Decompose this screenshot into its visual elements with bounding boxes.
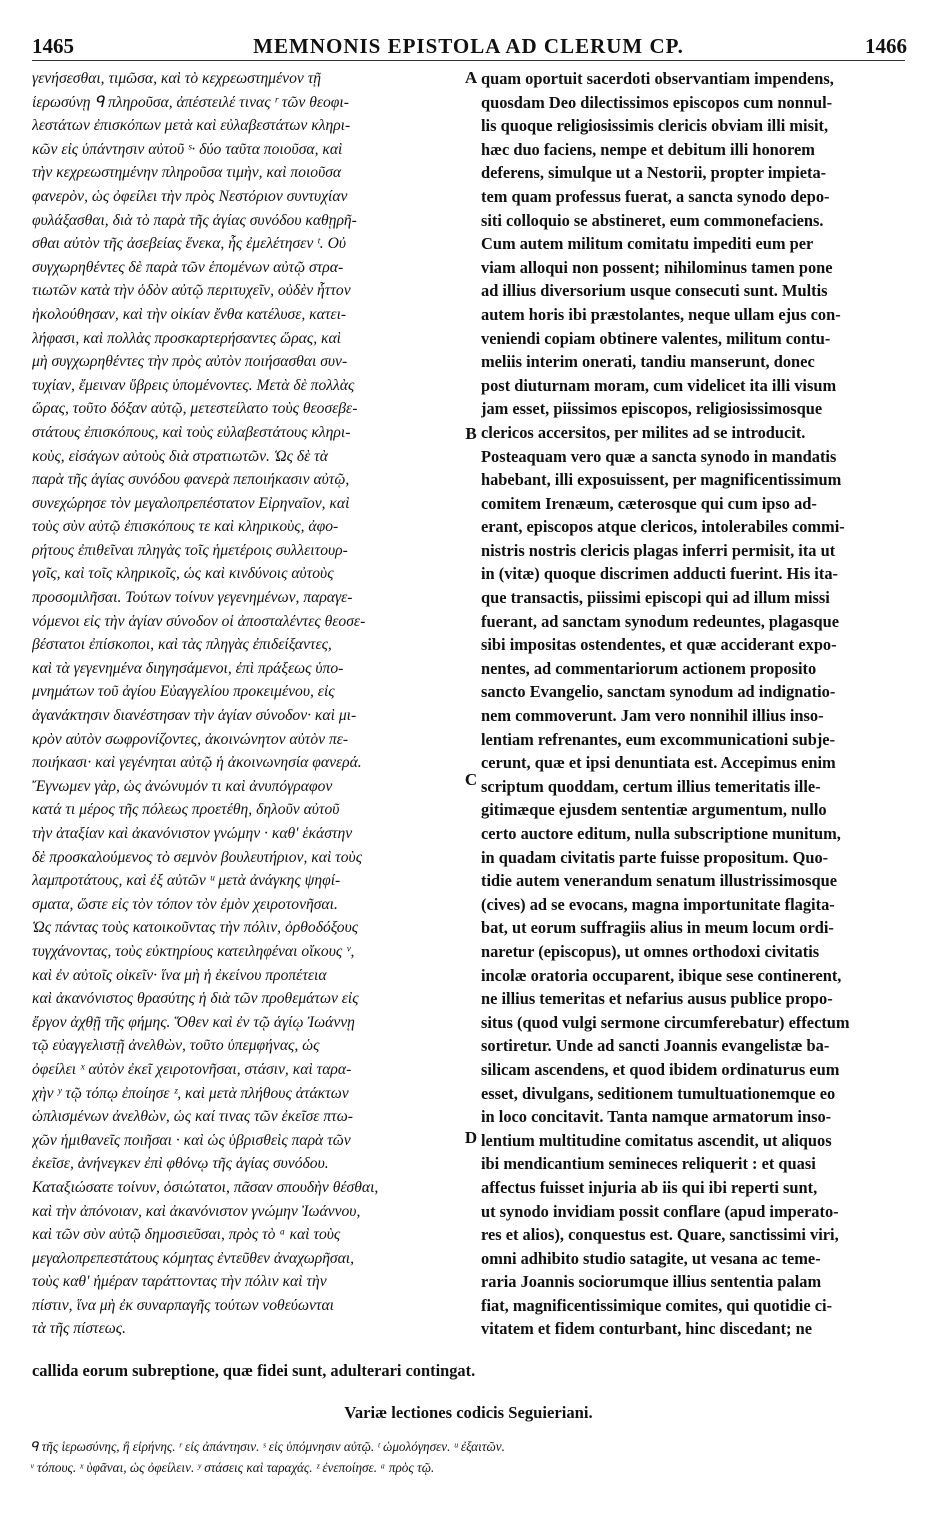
greek-text-line: ὥρας, τοῦτο δόξαν αὐτῷ, μετεστείλατο τοὺς θεοσεβε- — [32, 400, 358, 418]
latin-text-line: bat, ut eorum suffragiis alius in meum locum ordi- — [481, 918, 834, 938]
greek-text-line: γοῖς, καὶ τοῖς κληρικοῖς, ὡς καὶ κινδύνοις αὐτοὺς — [32, 565, 334, 583]
latin-text-line: veniendi copiam obtinere valentes, militum contu- — [481, 328, 831, 348]
greek-text-line: πίστιν, ἵνα μὴ ἐκ συναρπαγῆς τούτων νοθεύωνται — [32, 1296, 334, 1314]
greek-text-line: Ἔγνωμεν γὰρ, ὡς ἀνώνυμόν τι καὶ ἀνυπόγραφον — [32, 777, 333, 795]
latin-text-line: in quadam civitatis parte fuisse propositum. Quo- — [481, 847, 829, 867]
latin-text-line: sancto Evangelio, sanctam synodum ad indignatio- — [481, 682, 836, 702]
latin-text-line: fiat, magnificentissimique comites, qui quotidie ci- — [481, 1295, 833, 1315]
latin-text-line: ibi mendicantium semineces reliquerit : et quasi — [481, 1154, 816, 1174]
greek-text-line: Καταξιώσατε τοίνυν, ὁσιώτατοι, πᾶσαν σπουδὴν θέσθαι, — [32, 1178, 379, 1196]
greek-text-line: ὀφείλει ˣ αὐτὸν ἐκεῖ χειροτονῆσαι, στάσιν, καὶ ταρα- — [32, 1060, 352, 1078]
greek-text-line: κρὸν αὐτὸν σωφρονίζοντες, ἀκοινώνητον αὐτὸν πε- — [32, 730, 349, 748]
greek-text-line: λαμπροτάτους, καὶ ἐξ αὐτῶν ᵘ μετὰ ἀνάγκης ψηφί- — [32, 872, 341, 890]
latin-text-line: nistris nostris clericis plagas inferri permisit, ita ut — [481, 540, 836, 560]
latin-text-line: lentiam refrenantes, eum excommunicationi subje- — [481, 729, 836, 749]
left-page-number: 1465 — [32, 34, 74, 58]
latin-text-line: habebant, illi exposuissent, per magnificentissimum — [481, 470, 842, 490]
header-rule — [32, 60, 905, 61]
latin-text-line: hæc duo faciens, nempe et debitum illi honorem — [481, 139, 815, 159]
variant-readings-line: ᑫ τῆς ἱερωσύνης, ἢ εἰρήνης. ʳ εἰς ἀπάντησιν. ˢ εἰς ὑπόμνησιν αὐτῷ. ᵗ ὡμολόγησεν. ᵘ ἐξαιτῶν. — [30, 1439, 505, 1454]
latin-text-line: certo auctore editum, nulla subscriptione munitum, — [481, 824, 841, 843]
greek-text-line: λήφασι, καὶ πολλὰς προσκαρτερήσαντες ὥρας, καὶ — [32, 329, 341, 347]
latin-text-line: Cum autem militum comitatu impediti eum per — [481, 234, 814, 254]
latin-text-line: post diuturnam moram, cum videlicet ita illi visum — [481, 375, 837, 395]
greek-text-line: τοὺς σὺν αὐτῷ ἐπισκόπους τε καὶ κληρικοὺς, ἀφο- — [32, 518, 339, 536]
latin-text-line: ut synodo invidiam possit conflare (apud imperato- — [481, 1201, 839, 1221]
latin-text-line: res et alios), conquestus est. Quare, sanctissimi viri, — [481, 1225, 839, 1245]
latin-text-line: nentes, ad commentariorum actionem proposito — [481, 658, 817, 678]
greek-text-line: κῶν εἰς ὑπάντησιν αὐτοῦ ˢ· δύο ταῦτα ποιοῦσα, καὶ — [32, 140, 343, 158]
latin-text-line: raria Joannis sociorumque illius sententia palam — [481, 1272, 822, 1292]
latin-text-line: ne illius temeritas et nefarius ausus publice propo- — [481, 989, 833, 1009]
greek-text-line: χῶν ἡμιθανεῖς ποιῆσαι · καὶ ὡς ὑβρισθεὶς παρὰ τῶν — [32, 1131, 351, 1149]
greek-text-line: ὡπλισμένων ἀνελθὼν, ὡς καί τινας τῶν ἐκεῖσε πτω- — [32, 1108, 353, 1126]
greek-text-line: φανερὸν, ὡς ὀφείλει τὴν πρὸς Νεστόριον συντυχίαν — [32, 187, 348, 205]
latin-text-line: autem horis ibi præstolantes, neque ullam ejus con- — [481, 304, 841, 324]
greek-text-line: μεγαλοπρεπεστάτους κόμητας ἐντεῦθεν ἀναχωρῆσαι, — [32, 1249, 355, 1267]
greek-text-line: ἀγανάκτησιν διανέστησαν τὴν ἁγίαν σύνοδον· καὶ μι- — [32, 707, 357, 725]
latin-text-line: omni adhibito studio satagite, ut vesana ac teme- — [481, 1248, 821, 1268]
latin-text-line: sortiretur. Unde ad sancti Joannis evangelistæ ba- — [481, 1036, 830, 1056]
latin-text-line: nem commoverunt. Jam vero nonnihil illius inso- — [481, 706, 824, 726]
greek-text-line: τῷ εὐαγγελιστῇ ἀνελθὼν, τοῦτο ὑπεμφήνας, ὡς — [32, 1037, 320, 1055]
latin-text-line: quam oportuit sacerdoti observantiam impendens, — [481, 69, 834, 88]
latin-text-line: scriptum quoddam, certum illius temeritatis ille- — [481, 776, 821, 796]
greek-text-line: δὲ προσκαλούμενος τὸ σεμνὸν βουλευτήριον, καὶ τοὺς — [32, 848, 363, 866]
greek-text-line: βέστατοι ἐπίσκοποι, καὶ τὰς πληγὰς ἐπιδείξαντες, — [32, 636, 332, 654]
latin-text-line: in (vitæ) quoque discrimen adducti fuerint. His ita- — [481, 564, 838, 584]
greek-text-line: συγχωρηθέντες δὲ παρὰ τῶν ἑπομένων αὐτῷ στρα- — [32, 258, 344, 276]
latin-text-line: erant, episcopos atque clericos, intolerabiles commi- — [481, 517, 845, 537]
greek-text-line: ἔργον ἀχθῇ τῆς φήμης. Ὅθεν καὶ ἐν τῷ ἁγίῳ Ἰωάννῃ — [32, 1013, 355, 1031]
margin-marker-c: C — [464, 770, 478, 789]
greek-text-line: νόμενοι εἰς τὴν ἁγίαν σύνοδον οἱ ἀποσταλέντες θεοσε- — [32, 612, 366, 630]
latin-text-line: que transactis, piissimi episcopi qui ad illum missi — [481, 588, 830, 608]
latin-text-line: situs (quod vulgi sermone circumferebatur) effectum — [481, 1012, 850, 1032]
variant-readings-line: ᵛ τόπους. ˣ ὑφᾶναι, ὡς ὀφείλειν. ʸ στάσεις καὶ ταραχάς. ᶻ ἐνεποίησε. ᵃ πρὸς τῷ. — [30, 1460, 435, 1475]
latin-text-line: comitem Irenæum, cæterosque qui cum ipso ad- — [481, 493, 817, 513]
margin-marker-a: A — [464, 68, 478, 87]
greek-text-line: τὴν ἀταξίαν καὶ ἀκανόνιστον γνώμην · καθ' ἑκάστην — [32, 825, 353, 842]
greek-text-line: καὶ ἐν αὐτοῖς οἰκεῖν· ἵνα μὴ ἡ ἐκείνου προπέτεια — [32, 966, 327, 984]
greek-text-line: σθαι αὐτὸν τῆς ἀσεβείας ἕνεκα, ἧς ἐμελέτησεν ᵗ. Οὐ — [32, 235, 346, 253]
greek-text-line: ἱερωσύνῃ ᑫ πληροῦσα, ἀπέστειλέ τινας ʳ τῶν θεοφι- — [32, 93, 349, 111]
greek-text-line: τὰ τῆς πίστεως. — [32, 1320, 127, 1338]
latin-text-line: siti colloquio se abstineret, eum commonefaciens. — [481, 210, 824, 230]
greek-text-line: συνεχώρησε τὸν μεγαλοπρεπέστατον Εἰρηναῖον, καὶ — [32, 494, 350, 512]
full-width-closing-line: callida eorum subreptione, quæ fidei sunt, adulterari contingat. — [32, 1361, 476, 1380]
latin-text-line: lentium multitudine comitatus ascendit, ut aliquos — [481, 1130, 832, 1150]
latin-text-line: cerunt, quæ et ipsi denuntiata est. Accepimus enim — [481, 753, 836, 773]
greek-text-line: χὴν ʸ τῷ τόπῳ ἐποίησε ᶻ, καὶ μετὰ πλήθους ἀτάκτων — [32, 1084, 349, 1102]
margin-marker-b: B — [465, 424, 477, 443]
greek-text-line: καὶ τῶν σὺν αὐτῷ δημοσιεῦσαι, πρὸς τὸ ᵃ καὶ τοὺς — [32, 1226, 341, 1244]
latin-text-line: incolæ oratoria occuparent, ibique sese continerent, — [481, 965, 842, 985]
latin-text-line: gitimæque ejusdem sententiæ argumentum, nullo — [481, 800, 827, 820]
latin-text-line: deferens, simulque ut a Nestorii, propter impieta- — [481, 163, 827, 183]
greek-text-line: ἠκολούθησαν, καὶ τὴν οἰκίαν ἔνθα κατέλυσε, κατει- — [32, 305, 347, 323]
latin-text-line: viam alloqui non possent; nihilominus tamen pone — [481, 257, 833, 277]
greek-text-line: τιωτῶν κατὰ τὴν ὁδὸν αὐτῷ περιτυχεῖν, οὐδὲν ἧττον — [32, 282, 351, 300]
latin-text-line: quosdam Deo dilectissimos episcopos cum nonnul- — [481, 92, 833, 112]
greek-text-line: τυχίαν, ἔμειναν ὕβρεις ὑπομένοντες. Μετὰ δὲ πολλὰς — [32, 376, 355, 394]
latin-text-line: meliis interim onerati, tandiu manserunt, donec — [481, 352, 815, 372]
latin-text-line: tidie autem venerandum senatum illustrissimosque — [481, 871, 838, 891]
greek-text-line: γενήσεσθαι, τιμῶσα, καὶ τὸ κεχρεωστημένον τῇ — [32, 70, 322, 87]
latin-text-line: (cives) ad se evocans, magna importunitate flagita- — [481, 894, 835, 914]
greek-text-line: Ὡς πάντας τοὺς κατοικοῦντας τὴν πόλιν, ὀρθοδόξους — [32, 919, 359, 937]
greek-text-line: τυγχάνοντας, τοὺς εὐκτηρίους κατειληφέναι οἴκους ᵛ, — [32, 942, 355, 960]
greek-text-line: προσομιλῆσαι. Τούτων τοίνυν γεγενημένων, παραγε- — [32, 589, 353, 607]
greek-text-line: φυλάξασθαι, διὰ τὸ παρὰ τῆς ἁγίας συνόδου καθῃρῆ- — [32, 211, 357, 229]
greek-text-line: καὶ ἀκανόνιστος θρασύτης ἡ διὰ τῶν προθεμάτων εἰς — [32, 990, 359, 1008]
greek-text-line: κοὺς, εἰσάγων αὐτοὺς διὰ στρατιωτῶν. Ὡς δὲ τὰ — [32, 447, 328, 465]
greek-text-line: ρήτους ἐπιθεῖναι πληγὰς τοῖς ἡμετέροις συλλειτουρ- — [32, 541, 348, 559]
greek-text-line: μὴ συγχωρηθέντες τὴν πρὸς αὐτὸν ποιήσασθαι συν- — [32, 353, 348, 371]
greek-text-line: σματα, ὥστε εἰς τὸν τόπον τὸν ἐμὸν χειροτονῆσαι. — [32, 895, 338, 913]
latin-text-line: esset, divulgans, seditionem tumultuationemque eo — [481, 1083, 836, 1103]
greek-text-line: μνημάτων τοῦ ἁγίου Εὐαγγελίου προκειμένου, εἰς — [32, 683, 335, 701]
greek-text-line: λεστάτων ἐπισκόπων μετὰ καὶ εὐλαβεστάτων κληρι- — [32, 117, 351, 135]
latin-text-line: lis quoque religiosissimis clericis obviam illi misit, — [481, 116, 829, 136]
latin-text-line: sibi impositas ostendentes, et quæ acciderant expo- — [481, 635, 837, 655]
latin-text-line: silicam ascendens, et quod ibidem ordinaturus eum — [481, 1059, 840, 1079]
latin-text-line: jam esset, piissimos episcopos, religiosissimosque — [481, 399, 823, 419]
latin-text-line: clericos accersitos, per milites ad se introducit. — [481, 422, 806, 442]
right-page-number: 1466 — [865, 34, 907, 58]
greek-text-line: κατά τι μέρος τῆς πόλεως προετέθη, δηλοῦν αὐτοῦ — [32, 801, 340, 819]
greek-text-line: τὴν κεχρεωστημένην πληροῦσα τιμὴν, καὶ ποιοῦσα — [32, 164, 342, 182]
latin-text-line: tem quam professus fuerat, a sancta synodo depo- — [481, 186, 830, 206]
latin-text-line: ad illius diversorium usque consecuti sunt. Multis — [481, 281, 828, 301]
variants-heading: Variæ lectiones codicis Seguieriani. — [344, 1403, 593, 1422]
latin-text-line: in loco concitavit. Tanta namque armatorum inso- — [481, 1107, 832, 1127]
greek-text-line: καὶ τὴν ἀπόνοιαν, καὶ ἀκανόνιστον γνώμην Ἰωάννου, — [32, 1202, 361, 1220]
latin-text-line: fuerant, ad sanctam synodum redeuntes, plagasque — [481, 611, 840, 631]
greek-text-line: ἐκεῖσε, ἀνήνεγκεν ἐπὶ φθόνῳ τῆς ἁγίας συνόδου. — [32, 1155, 329, 1173]
latin-column — [481, 67, 905, 1341]
greek-text-line: παρὰ τῆς ἁγίας συνόδου φανερὰ πεποιήκασιν αὐτῷ, — [32, 471, 350, 489]
greek-text-line: τοὺς καθ' ἡμέραν ταράττοντας τὴν πόλιν καὶ τὴν — [32, 1273, 327, 1291]
latin-text-line: affectus fuisset injuria ab iis qui ibi reperti sunt, — [481, 1177, 818, 1197]
greek-column — [32, 67, 460, 1341]
latin-text-line: Posteaquam vero quæ a sancta synodo in mandatis — [481, 446, 837, 466]
greek-text-line: καὶ τὰ γεγενημένα διηγησάμενοι, ἐπὶ πράξεως ὑπο- — [32, 659, 344, 677]
margin-marker-d: D — [464, 1128, 478, 1147]
greek-text-line: ποιήκασι· καὶ γεγένηται αὐτῷ ἡ ἀκοινωνησία φανερά. — [32, 754, 362, 772]
running-title: MEMNONIS EPISTOLA AD CLERUM CP. — [253, 34, 684, 58]
latin-text-line: naretur (episcopus), ut omnes orthodoxi civitatis — [481, 941, 820, 961]
greek-text-line: στάτους ἐπισκόπους, καὶ τοὺς εὐλαβεστάτους κληρι- — [32, 423, 351, 441]
latin-text-line: vitatem et fidem conturbant, hinc discedant; ne — [481, 1319, 812, 1339]
